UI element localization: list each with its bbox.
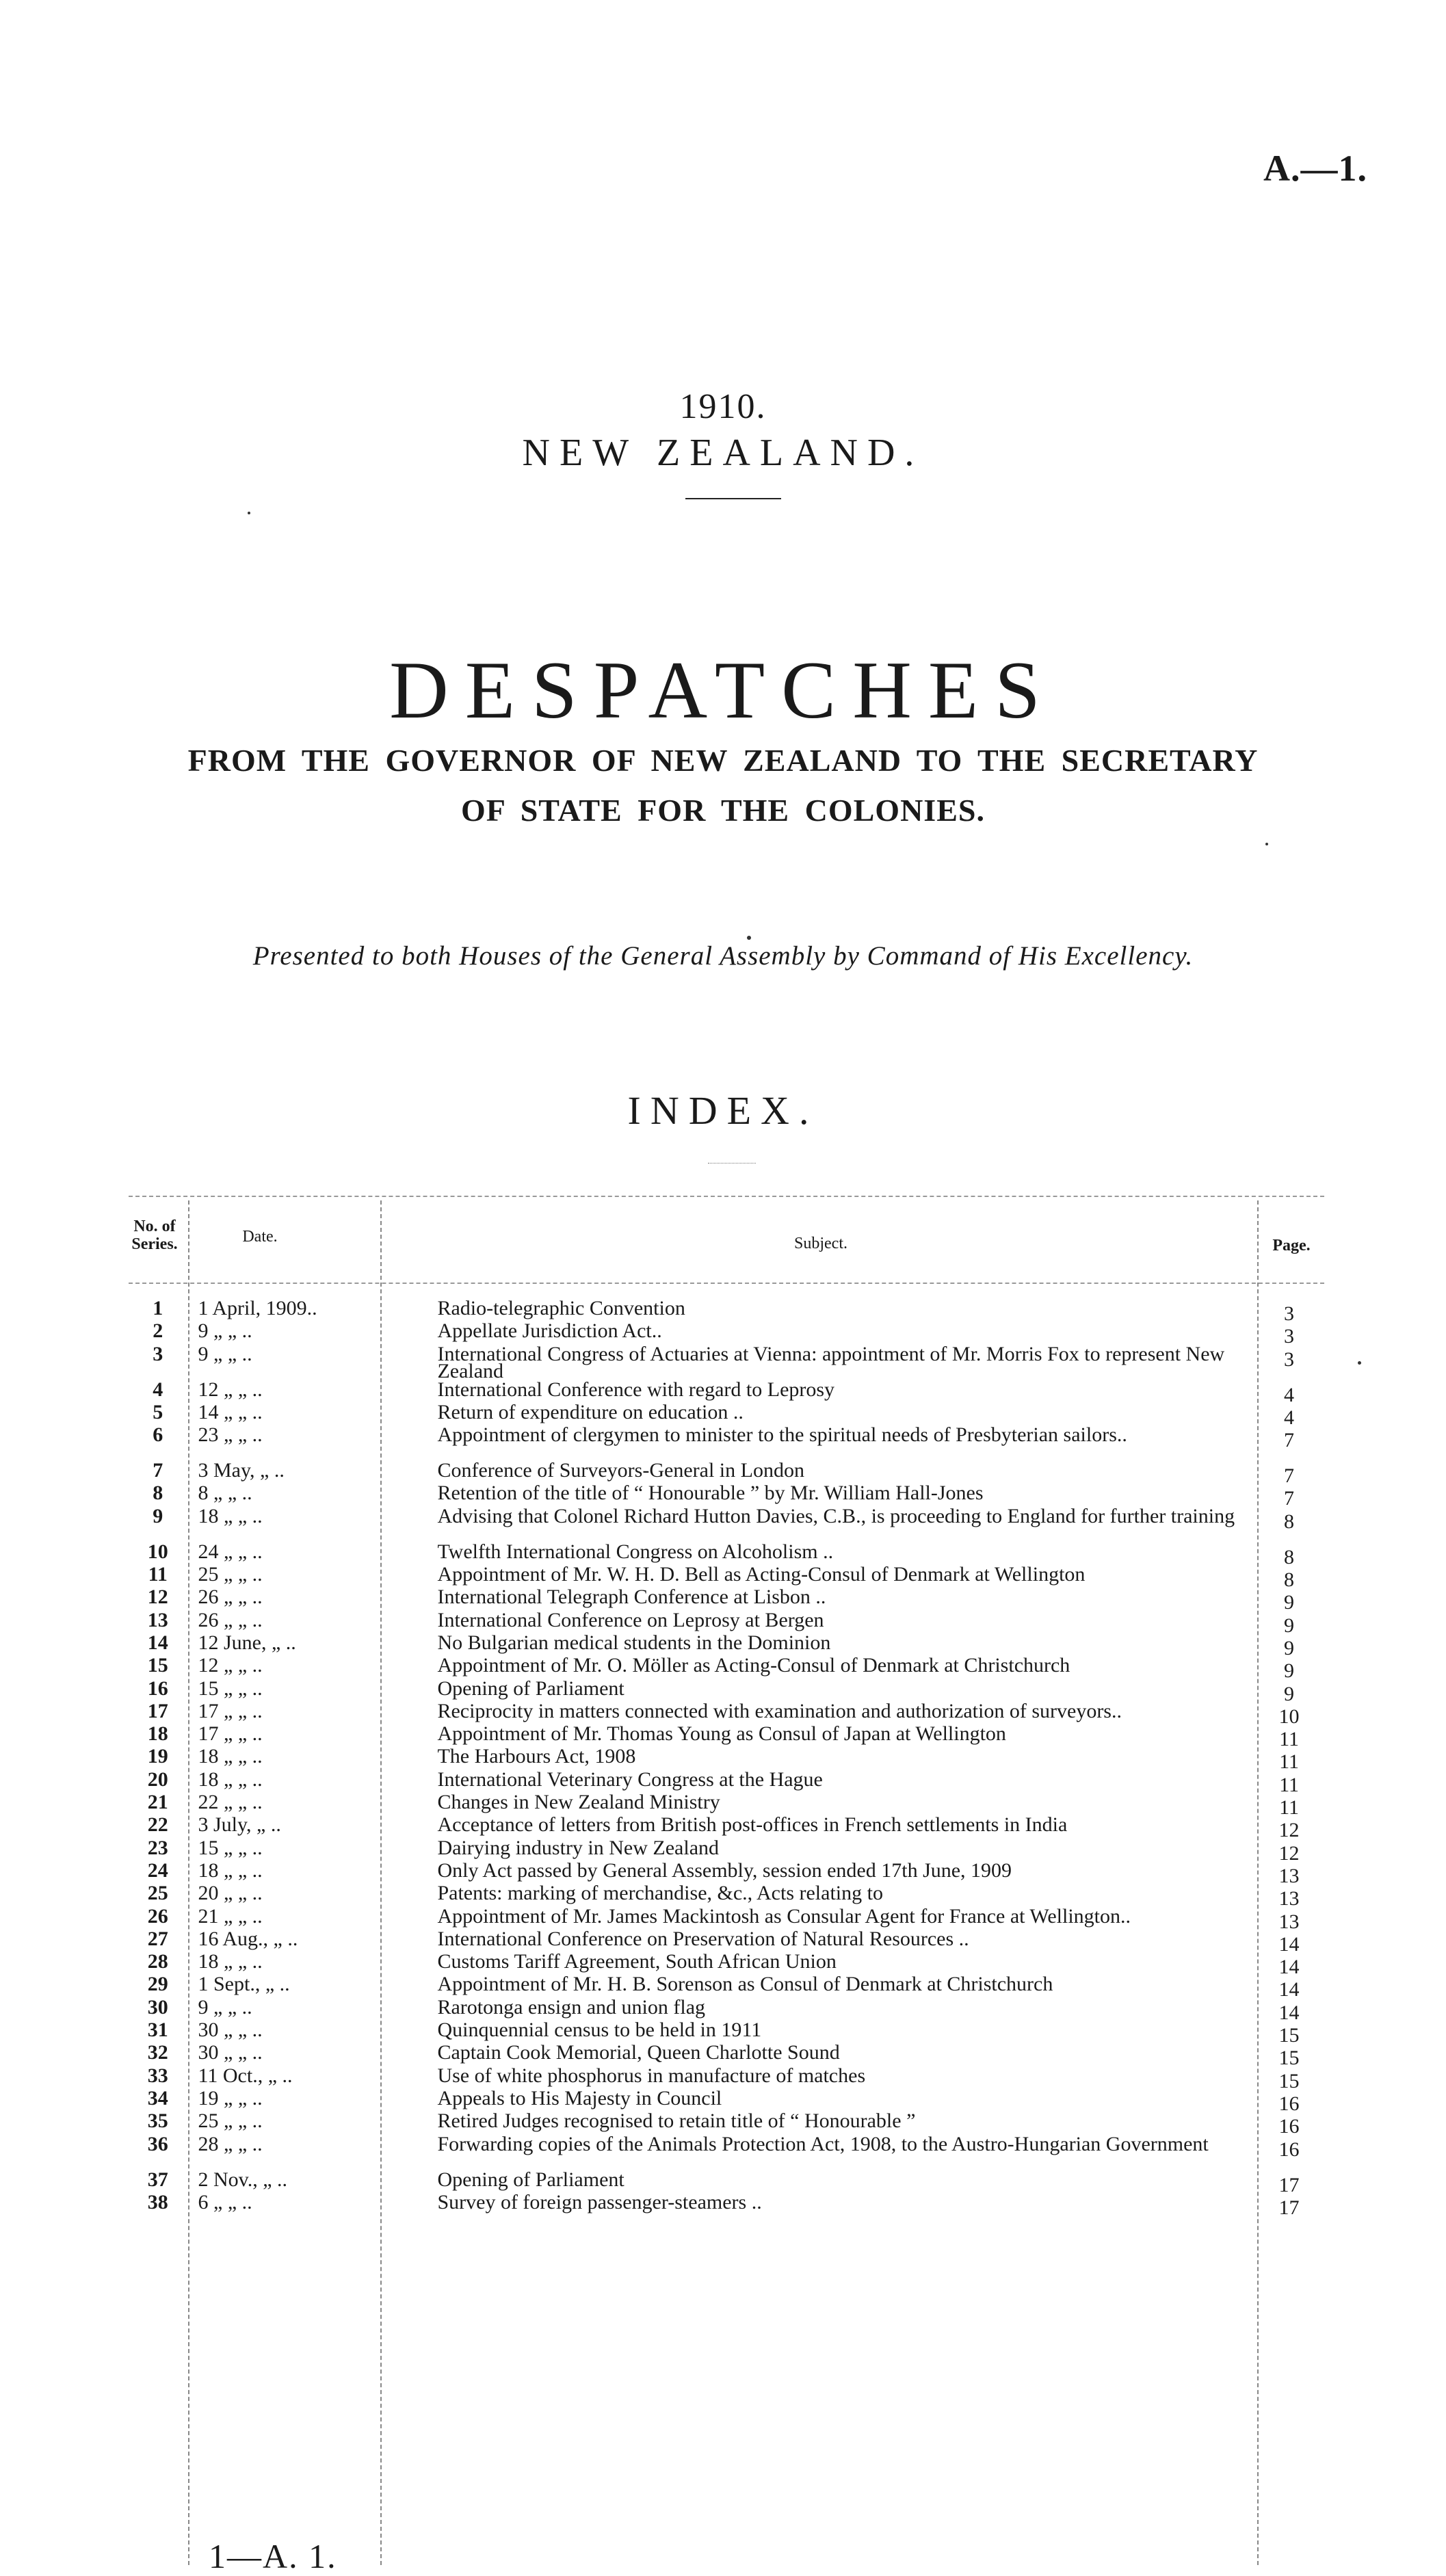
row-date: 26 „ „ .. xyxy=(198,1611,263,1631)
paper-speck xyxy=(1265,843,1268,845)
series-number: 5 xyxy=(153,1403,163,1423)
row-page: 16 xyxy=(1278,2138,1300,2161)
row-subject-text: Radio-telegraphic Convention xyxy=(437,1300,685,1319)
table-row xyxy=(130,1771,1327,1793)
row-date: 16 Aug., „ .. xyxy=(198,1930,298,1950)
table-row xyxy=(130,2112,1327,2135)
series-number: 14 xyxy=(147,1633,168,1654)
series-number: 26 xyxy=(147,1907,168,1928)
row-date: 24 „ „ .. xyxy=(198,1542,263,1563)
row-date: 6 „ „ .. xyxy=(198,2193,252,2213)
row-subject xyxy=(432,1612,1251,1634)
table-row xyxy=(130,1426,1327,1462)
series-number: 6 xyxy=(153,1426,163,1447)
series-number: 21 xyxy=(147,1793,168,1814)
table-row xyxy=(130,1884,1327,1907)
header-no-of-series: No. of Series. xyxy=(131,1218,178,1253)
row-subject-text: International Conference on Leprosy at Bergen xyxy=(437,1611,824,1631)
series-number: 12 xyxy=(147,1588,168,1609)
row-date: 17 „ „ .. xyxy=(198,1702,263,1722)
table-row xyxy=(130,2090,1327,2112)
table-row xyxy=(130,1634,1327,1657)
series-number: 33 xyxy=(147,2066,168,2087)
row-subject xyxy=(432,1930,1251,1953)
table-row xyxy=(130,1612,1327,1634)
series-number: 34 xyxy=(147,2089,168,2110)
row-page: 17 xyxy=(1278,2196,1300,2217)
row-page: 14 xyxy=(1278,2001,1300,2022)
row-date: 22 „ „ .. xyxy=(198,1793,263,1814)
paper-speck xyxy=(1358,1361,1361,1365)
series-number: 31 xyxy=(147,2021,168,2042)
row-subject-text: Appointment of Mr. O. Möller as Acting-Consul of Denmark at Christchurch xyxy=(437,1657,1070,1677)
document-reference: A.—1. xyxy=(1263,148,1367,189)
row-subject-text: Quinquennial census to be held in 1911 xyxy=(437,2021,762,2042)
row-subject xyxy=(432,1484,1251,1507)
table-row xyxy=(130,1322,1327,1345)
row-date: 15 „ „ .. xyxy=(198,1679,263,1700)
series-number: 32 xyxy=(147,2044,168,2064)
row-subject xyxy=(432,1908,1251,1930)
row-page: 13 xyxy=(1278,1887,1300,1908)
row-subject xyxy=(432,2132,1251,2171)
table-row xyxy=(130,1725,1327,1748)
table-row xyxy=(130,2171,1327,2194)
series-number: 7 xyxy=(153,1462,163,1482)
series-number: 4 xyxy=(153,1380,163,1401)
table-row xyxy=(130,1462,1327,1484)
row-page: 3 xyxy=(1284,1302,1295,1323)
row-page: 14 xyxy=(1278,1956,1300,1976)
document-title: DESPATCHES xyxy=(389,644,1057,735)
table-row xyxy=(130,1566,1327,1588)
row-subject xyxy=(432,1588,1251,1611)
index-table xyxy=(130,1300,1327,2216)
table-row xyxy=(130,2194,1327,2216)
table-row xyxy=(130,1404,1327,1426)
row-date: 26 „ „ .. xyxy=(198,1588,263,1609)
row-page: 15 xyxy=(1278,2069,1300,2090)
row-date: 18 „ „ .. xyxy=(198,1953,263,1973)
series-number: 38 xyxy=(147,2193,168,2213)
table-row xyxy=(130,1839,1327,1862)
row-page: 9 xyxy=(1284,1614,1295,1634)
presented-note: Presented to both Houses of the General Assembly by Command of His Excellency. xyxy=(252,941,1194,971)
row-subject xyxy=(432,1862,1251,1884)
row-subject-text: Appeals to His Majesty in Council xyxy=(437,2089,722,2110)
table-row xyxy=(130,1588,1327,1611)
series-number: 13 xyxy=(147,1611,168,1631)
row-subject-text: Use of white phosphorus in manufacture of matches xyxy=(437,2066,866,2087)
row-subject-text: Opening of Parliament xyxy=(437,2170,625,2191)
series-number: 24 xyxy=(147,1861,168,1882)
row-page: 12 xyxy=(1278,1841,1300,1862)
row-date: 18 „ „ .. xyxy=(198,1770,263,1791)
table-row xyxy=(130,1930,1327,1953)
row-subject-text: Appellate Jurisdiction Act.. xyxy=(437,1322,662,1343)
row-subject xyxy=(432,1975,1251,1998)
row-date: 12 „ „ .. xyxy=(198,1380,263,1401)
row-subject xyxy=(432,1543,1251,1566)
row-page: 17 xyxy=(1278,2173,1300,2194)
table-row xyxy=(130,1680,1327,1703)
row-subject-text: Forwarding copies of the Animals Protection Act, 1908, to the Austro-Hungarian Government xyxy=(437,2132,1209,2155)
row-subject xyxy=(432,1816,1251,1839)
row-page: 10 xyxy=(1278,1705,1300,1726)
row-subject xyxy=(432,1703,1251,1725)
row-subject xyxy=(432,1404,1251,1426)
row-page: 13 xyxy=(1278,1910,1300,1930)
series-number: 9 xyxy=(153,1507,163,1527)
series-number: 2 xyxy=(153,1322,163,1343)
series-number: 3 xyxy=(153,1345,163,1365)
row-subject-text: Conference of Surveyors-General in London xyxy=(437,1462,804,1482)
row-page: 9 xyxy=(1284,1591,1295,1612)
series-number: 10 xyxy=(147,1542,168,1563)
table-row xyxy=(130,1508,1327,1543)
row-date: 2 Nov., „ .. xyxy=(198,2170,288,2191)
series-number: 18 xyxy=(147,1725,168,1746)
row-page: 3 xyxy=(1284,1348,1295,1371)
paper-speck xyxy=(747,936,751,940)
row-date: 20 „ „ .. xyxy=(198,1884,263,1905)
row-date: 21 „ „ .. xyxy=(198,1907,263,1928)
row-subject xyxy=(432,1884,1251,1907)
table-row xyxy=(130,1816,1327,1839)
series-number: 20 xyxy=(147,1770,168,1791)
row-date: 12 June, „ .. xyxy=(198,1633,296,1654)
header-page: Page. xyxy=(1272,1237,1311,1254)
row-page: 16 xyxy=(1278,2115,1300,2135)
row-subject-text: The Harbours Act, 1908 xyxy=(437,1748,636,1768)
series-number: 25 xyxy=(147,1884,168,1905)
row-subject-text: Return of expenditure on education .. xyxy=(437,1403,744,1423)
row-date: 1 April, 1909.. xyxy=(198,1300,317,1319)
series-number: 37 xyxy=(147,2170,168,2191)
row-date: 8 „ „ .. xyxy=(198,1484,252,1505)
table-row xyxy=(130,1300,1327,1322)
row-subject xyxy=(432,1953,1251,1975)
row-subject xyxy=(432,1793,1251,1816)
row-subject xyxy=(432,1504,1251,1543)
row-date: 18 „ „ .. xyxy=(198,1748,263,1768)
row-subject xyxy=(432,1381,1251,1404)
row-subject xyxy=(432,1462,1251,1484)
table-row xyxy=(130,1703,1327,1725)
table-row xyxy=(130,2067,1327,2090)
series-number: 35 xyxy=(147,2112,168,2133)
row-date: 28 „ „ .. xyxy=(198,2135,263,2155)
row-date: 3 May, „ .. xyxy=(198,1462,285,1482)
row-page: 14 xyxy=(1278,1978,1300,1999)
row-date: 25 „ „ .. xyxy=(198,2112,263,2133)
row-date: 18 „ „ .. xyxy=(198,1507,263,1527)
series-number: 1 xyxy=(153,1300,163,1319)
row-page: 8 xyxy=(1284,1545,1295,1566)
series-number: 29 xyxy=(147,1975,168,1996)
row-page: 7 xyxy=(1284,1464,1295,1485)
row-subject xyxy=(432,2067,1251,2090)
row-page: 15 xyxy=(1278,2024,1300,2045)
row-date: 9 „ „ .. xyxy=(198,1998,252,2019)
signature-mark: 1—A. 1. xyxy=(209,2537,337,2575)
series-number: 27 xyxy=(147,1930,168,1950)
table-row xyxy=(130,1975,1327,1998)
table-row xyxy=(130,1748,1327,1770)
row-subject xyxy=(432,1423,1251,1462)
row-subject-text: Twelfth International Congress on Alcoholism .. xyxy=(437,1542,834,1563)
table-row xyxy=(130,1345,1327,1381)
row-subject xyxy=(432,2021,1251,2044)
row-subject-text: Dairying industry in New Zealand xyxy=(437,1839,720,1859)
row-subject xyxy=(432,1771,1251,1793)
row-date: 11 Oct., „ .. xyxy=(198,2066,293,2087)
row-subject-text: Rarotonga ensign and union flag xyxy=(437,1998,706,2019)
row-subject-text: Changes in New Zealand Ministry xyxy=(437,1793,720,1814)
row-subject xyxy=(432,2194,1251,2216)
row-subject-text: Survey of foreign passenger-steamers .. xyxy=(437,2193,762,2213)
series-number: 30 xyxy=(147,1998,168,2019)
table-row xyxy=(130,1862,1327,1884)
divider-rule xyxy=(685,498,781,499)
header-subject: Subject. xyxy=(794,1235,847,1252)
row-subject-text: International Conference with regard to Leprosy xyxy=(437,1380,835,1401)
table-row xyxy=(130,1543,1327,1566)
row-subject-text: Reciprocity in matters connected with examination and authorization of surveyors.. xyxy=(437,1702,1122,1722)
series-number: 22 xyxy=(147,1816,168,1837)
row-page: 8 xyxy=(1284,1510,1295,1533)
index-heading: INDEX. xyxy=(627,1088,819,1133)
row-subject-text: Only Act passed by General Assembly, session ended 17th June, 1909 xyxy=(437,1861,1012,1882)
row-subject-text: Appointment of Mr. H. B. Sorenson as Consul of Denmark at Christchurch xyxy=(437,1975,1053,1996)
row-page: 11 xyxy=(1279,1796,1299,1817)
series-number: 11 xyxy=(148,1566,168,1586)
header-date: Date. xyxy=(242,1228,278,1246)
row-date: 17 „ „ .. xyxy=(198,1725,263,1746)
table-row xyxy=(130,1908,1327,1930)
row-date: 3 July, „ .. xyxy=(198,1816,281,1837)
row-page: 3 xyxy=(1284,1325,1295,1345)
row-page: 11 xyxy=(1279,1750,1299,1771)
row-subject xyxy=(432,1839,1251,1862)
row-subject xyxy=(432,2090,1251,2112)
row-subject-text: International Conference on Preservation of Natural Resources .. xyxy=(437,1930,969,1950)
row-subject-text: No Bulgarian medical students in the Dominion xyxy=(437,1633,831,1654)
series-number: 16 xyxy=(147,1679,168,1700)
row-page: 12 xyxy=(1278,1819,1300,1839)
row-subject xyxy=(432,1680,1251,1703)
row-subject-text: Captain Cook Memorial, Queen Charlotte Sound xyxy=(437,2044,840,2064)
row-subject xyxy=(432,1300,1251,1322)
row-page: 14 xyxy=(1278,1932,1300,1954)
row-subject-text: Advising that Colonel Richard Hutton Davies, C.B., is proceeding to England for further training xyxy=(437,1504,1235,1527)
row-subject xyxy=(432,2044,1251,2066)
row-subject-text: Patents: marking of merchandise, &c., Acts relating to xyxy=(437,1884,883,1905)
row-date: 12 „ „ .. xyxy=(198,1657,263,1677)
row-date: 30 „ „ .. xyxy=(198,2044,263,2064)
series-number: 19 xyxy=(147,1748,168,1768)
row-date: 1 Sept., „ .. xyxy=(198,1975,290,1996)
series-number: 23 xyxy=(147,1839,168,1859)
row-subject xyxy=(432,2112,1251,2135)
row-subject xyxy=(432,1566,1251,1588)
table-row xyxy=(130,1657,1327,1679)
row-date: 15 „ „ .. xyxy=(198,1839,263,1859)
row-page: 4 xyxy=(1284,1406,1295,1427)
row-subject-text: International Veterinary Congress at the Hague xyxy=(437,1770,823,1791)
row-subject-text: International Telegraph Conference at Lisbon .. xyxy=(437,1588,826,1609)
table-row xyxy=(130,2044,1327,2066)
row-page: 9 xyxy=(1284,1636,1295,1657)
table-row xyxy=(130,1381,1327,1404)
row-subject-text: Acceptance of letters from British post-offices in French settlements in India xyxy=(437,1816,1068,1837)
row-subject-text: Customs Tariff Agreement, South African Union xyxy=(437,1953,837,1973)
row-date: 14 „ „ .. xyxy=(198,1403,263,1423)
subtitle-line-2: OF STATE FOR THE COLONIES. xyxy=(461,793,985,828)
row-subject xyxy=(432,1748,1251,1770)
table-row xyxy=(130,2135,1327,2171)
row-subject xyxy=(432,1342,1251,1382)
row-page: 16 xyxy=(1278,2092,1300,2113)
row-subject-text: Appointment of Mr. James Mackintosh as Consular Agent for France at Wellington.. xyxy=(437,1907,1131,1928)
country-heading: NEW ZEALAND. xyxy=(522,432,924,474)
row-date: 23 „ „ .. xyxy=(198,1426,263,1447)
row-subject-text: Appointment of clergymen to minister to the spiritual needs of Presbyterian sailors.. xyxy=(437,1423,1127,1447)
row-page: 13 xyxy=(1278,1864,1300,1885)
row-date: 9 „ „ .. xyxy=(198,1345,252,1365)
subtitle-line-1: FROM THE GOVERNOR OF NEW ZEALAND TO THE SECRETARY xyxy=(187,743,1259,778)
row-subject xyxy=(432,1322,1251,1345)
table-row xyxy=(130,1793,1327,1816)
series-number: 36 xyxy=(147,2135,168,2155)
row-subject-text: Appointment of Mr. W. H. D. Bell as Acting-Consul of Denmark at Wellington xyxy=(437,1566,1086,1586)
row-page: 8 xyxy=(1284,1568,1295,1589)
series-number: 15 xyxy=(147,1657,168,1677)
row-date: 30 „ „ .. xyxy=(198,2021,263,2042)
row-subject-text: International Congress of Actuaries at Vienna: appointment of Mr. Morris Fox to represent New Zealand xyxy=(437,1342,1225,1382)
row-page: 15 xyxy=(1278,2047,1300,2067)
row-page: 11 xyxy=(1279,1728,1299,1748)
table-row xyxy=(130,1484,1327,1507)
table-row xyxy=(130,1953,1327,1975)
series-number: 8 xyxy=(153,1484,163,1505)
divider-rule xyxy=(708,1163,756,1164)
paper-speck xyxy=(248,512,250,514)
row-subject-text: Appointment of Mr. Thomas Young as Consul of Japan at Wellington xyxy=(437,1725,1006,1746)
year: 1910. xyxy=(679,387,767,426)
row-page: 7 xyxy=(1284,1429,1295,1452)
row-page: 11 xyxy=(1279,1773,1299,1794)
header-rule xyxy=(129,1283,1324,1284)
row-subject xyxy=(432,1657,1251,1679)
row-date: 18 „ „ .. xyxy=(198,1861,263,1882)
row-subject xyxy=(432,2171,1251,2194)
row-subject xyxy=(432,1634,1251,1657)
row-subject-text: Retention of the title of “ Honourable ” by Mr. William Hall-Jones xyxy=(437,1484,984,1505)
series-number: 28 xyxy=(147,1953,168,1973)
row-page: 7 xyxy=(1284,1487,1295,1508)
row-subject xyxy=(432,1725,1251,1748)
row-date: 25 „ „ .. xyxy=(198,1566,263,1586)
row-date: 9 „ „ .. xyxy=(198,1322,252,1343)
table-row xyxy=(130,1999,1327,2021)
table-top-rule xyxy=(129,1196,1324,1197)
row-subject-text: Retired Judges recognised to retain title of “ Honourable ” xyxy=(437,2112,916,2133)
row-date: 19 „ „ .. xyxy=(198,2089,263,2110)
row-page: 9 xyxy=(1284,1659,1295,1680)
series-number: 17 xyxy=(147,1702,168,1722)
row-page: 4 xyxy=(1284,1383,1295,1404)
row-subject-text: Opening of Parliament xyxy=(437,1679,625,1700)
table-row xyxy=(130,2021,1327,2044)
row-page: 9 xyxy=(1284,1682,1295,1703)
row-subject xyxy=(432,1999,1251,2021)
